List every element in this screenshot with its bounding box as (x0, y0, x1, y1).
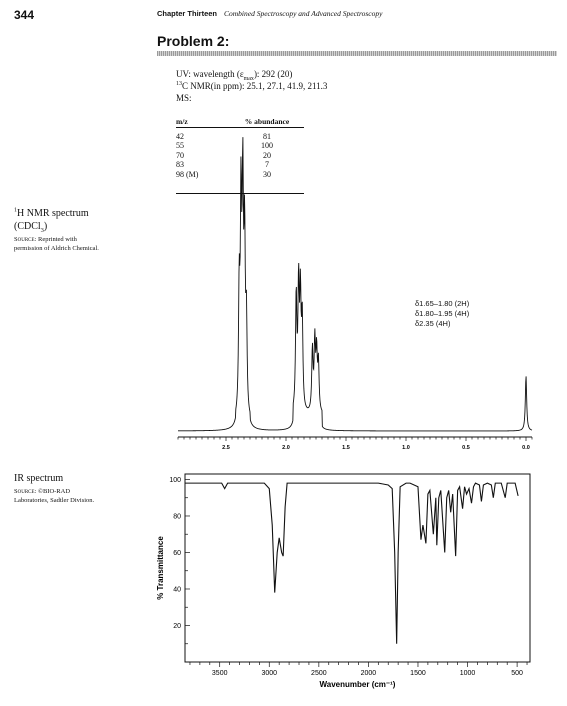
nmr-title: $^1$H NMR spectrum (14, 207, 89, 219)
nmr-tick-label: 1.5 (342, 445, 350, 451)
uv-data: UV: wavelength $(\varepsilon_{max})$: 292 (20) (176, 69, 293, 82)
ir-y-tick-label: 20 (173, 622, 181, 630)
nmr-tick-label: 2.5 (222, 445, 230, 451)
nmr-tick-label: 0.0 (522, 445, 530, 451)
ir-y-tick-label: 60 (173, 549, 181, 557)
nmr-tick-label: 0.5 (462, 445, 470, 451)
nmr-title-solvent: (CDCl$_3$) (14, 221, 48, 234)
ir-y-tick-label: 100 (169, 476, 181, 484)
ir-y-axis-label: % Transmittance (156, 536, 165, 600)
table-row: 70 20 (176, 150, 271, 160)
ir-x-tick-label: 3000 (261, 670, 278, 677)
ir-x-tick-label: 500 (511, 670, 523, 677)
ms-col-abundance: % abundance (230, 117, 304, 128)
ir-trace (185, 483, 518, 644)
nmr-annotation: δ2.35 (4H) (415, 319, 451, 328)
ir-y-tick-label: 40 (173, 586, 181, 594)
ir-y-tick-labels (169, 477, 181, 630)
nmr-tick-label: 1.0 (402, 445, 410, 451)
ms-label: MS: (176, 93, 192, 103)
nmr-annotation: δ1.80–1.95 (4H) (415, 309, 470, 318)
chapter-label: Chapter Thirteen (157, 9, 218, 18)
ir-plot-frame (185, 474, 530, 662)
ir-x-tick-label: 2500 (311, 670, 327, 677)
ir-x-tick-label: 1500 (410, 670, 426, 677)
c13-nmr-data: $^{13}$C NMR(in ppm): 25.1, 27.1, 41.9, 211.3 (176, 81, 328, 91)
page-number: 344 (14, 8, 35, 22)
nmr-source-line1: Source: Reprinted with (14, 236, 77, 243)
ir-y-tick-label: 80 (173, 513, 181, 521)
chapter-subtitle: Combined Spectroscopy and Advanced Spectroscopy (224, 9, 383, 18)
nmr-source-line2: permission of Aldrich Chemical. (14, 245, 99, 252)
ir-x-axis-label: Wavenumber (cm⁻¹) (319, 680, 396, 689)
ir-x-tick-label: 1000 (459, 670, 476, 677)
ir-source-line2: Laboratories, Sadtler Division. (14, 497, 95, 504)
problem-title: Problem 2: (157, 33, 230, 49)
table-row: 42 81 (176, 131, 271, 141)
ir-title: IR spectrum (14, 473, 64, 484)
ms-col-mz: m/z (176, 117, 230, 128)
ir-x-ticks (190, 662, 527, 667)
ir-x-tick-label: 2000 (360, 670, 377, 677)
ir-source-line1: Source: ©BIO-RAD (14, 488, 71, 495)
table-row: 98 (M) 30 (176, 169, 271, 179)
table-row: 83 7 (176, 160, 269, 169)
nmr-tick-label: 2.0 (282, 445, 290, 451)
ir-y-ticks (185, 479, 190, 662)
ir-x-tick-label: 3500 (211, 670, 228, 677)
table-row: 55 100 (176, 141, 273, 150)
ir-x-tick-labels (212, 670, 523, 677)
nmr-annotation: δ1.65–1.80 (2H) (415, 299, 470, 308)
